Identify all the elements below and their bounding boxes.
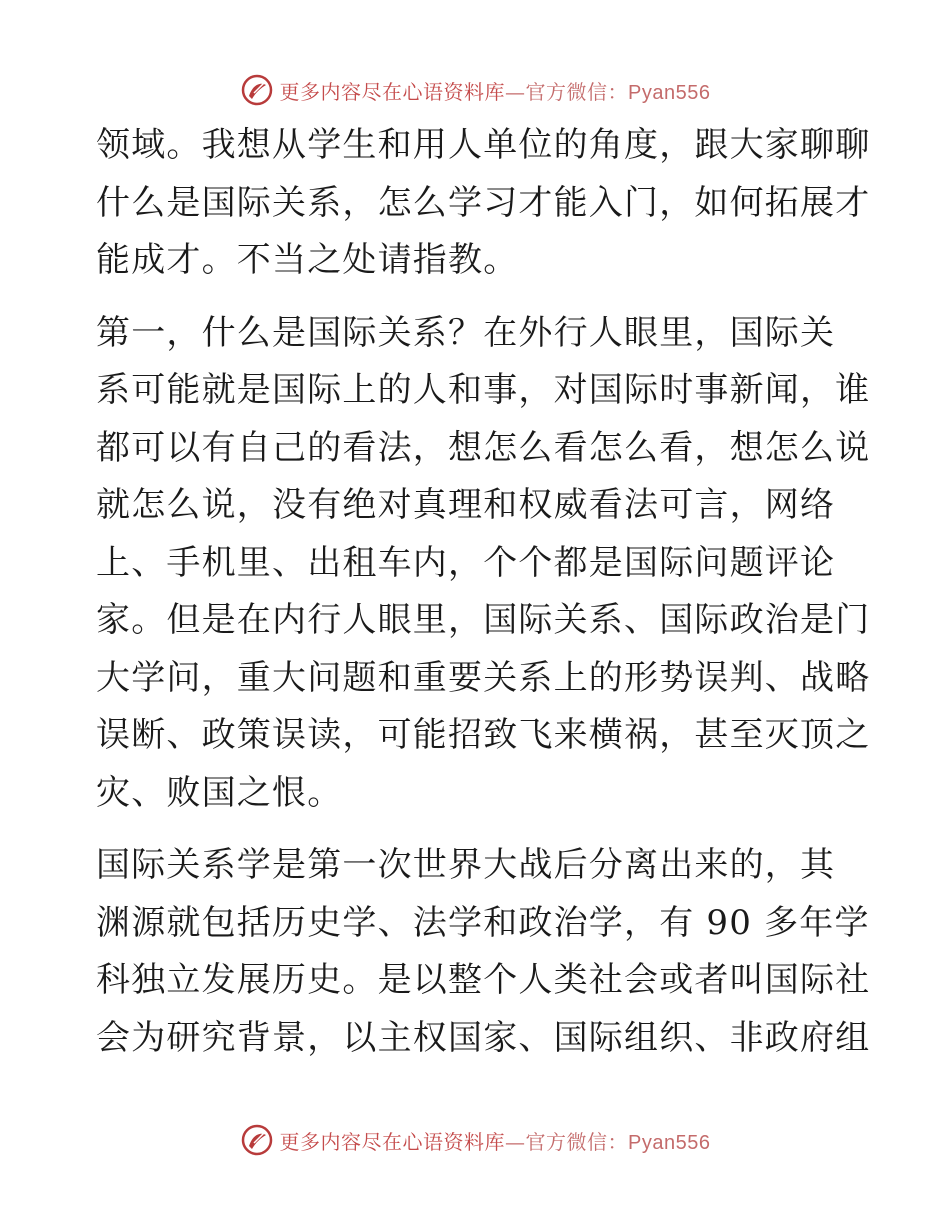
text-line: 第一，什么是国际关系？在外行人眼里，国际关 <box>96 312 836 353</box>
paragraph-1 <box>96 117 871 290</box>
text-line: 领域。我想从学生和用人单位的角度，跟大家聊聊 <box>96 125 871 165</box>
text-line: 误断、政策误读，可能招致飞来横祸，甚至灭顶之 <box>96 715 871 755</box>
text-line: 就怎么说，没有绝对真理和权威看法可言，网络 <box>96 485 836 525</box>
text-line: 能成才。不当之处请指教。 <box>96 240 519 280</box>
watermark-text <box>280 1126 711 1155</box>
watermark-brand: 更多内容尽在心语资料库 <box>279 1129 506 1154</box>
watermark-text <box>280 76 711 105</box>
text-line: 什么是国际关系，怎么学习才能入门，如何拓展才 <box>96 182 871 223</box>
watermark-official: 官方微信： <box>525 1129 629 1154</box>
watermark-dash: — <box>505 79 526 104</box>
brand-logo-icon <box>240 73 274 107</box>
footer-watermark <box>0 1120 950 1160</box>
text-line: 会为研究背景，以主权国家、国际组织、非政府组 <box>96 1017 871 1058</box>
watermark-wechat-id: Pyan556 <box>628 81 711 104</box>
watermark-brand: 更多内容尽在心语资料库 <box>279 79 506 104</box>
document-body <box>96 117 871 1082</box>
watermark-wechat-id: Pyan556 <box>628 1131 711 1154</box>
text-line: 科独立发展历史。是以整个人类社会或者叫国际社 <box>96 960 871 1000</box>
text-line: 上、手机里、出租车内，个个都是国际问题评论 <box>96 542 836 583</box>
brand-logo-icon <box>240 1123 274 1157</box>
paragraph-2 <box>96 305 871 823</box>
header-watermark <box>0 70 950 110</box>
text-line: 渊源就包括历史学、法学和政治学，有 90 多年学 <box>96 902 870 943</box>
text-line: 灾、败国之恨。 <box>96 772 343 813</box>
watermark-official: 官方微信： <box>525 79 629 104</box>
watermark-dash: — <box>505 1129 526 1154</box>
text-line: 国际关系学是第一次世界大战后分离出来的，其 <box>96 845 836 885</box>
text-line: 家。但是在内行人眼里，国际关系、国际政治是门 <box>96 600 871 640</box>
text-line: 系可能就是国际上的人和事，对国际时事新闻，谁 <box>96 370 871 410</box>
paragraph-3 <box>96 837 871 1067</box>
text-line: 都可以有自己的看法，想怎么看怎么看，想怎么说 <box>96 427 871 468</box>
text-line: 大学问，重大问题和重要关系上的形势误判、战略 <box>96 657 871 698</box>
